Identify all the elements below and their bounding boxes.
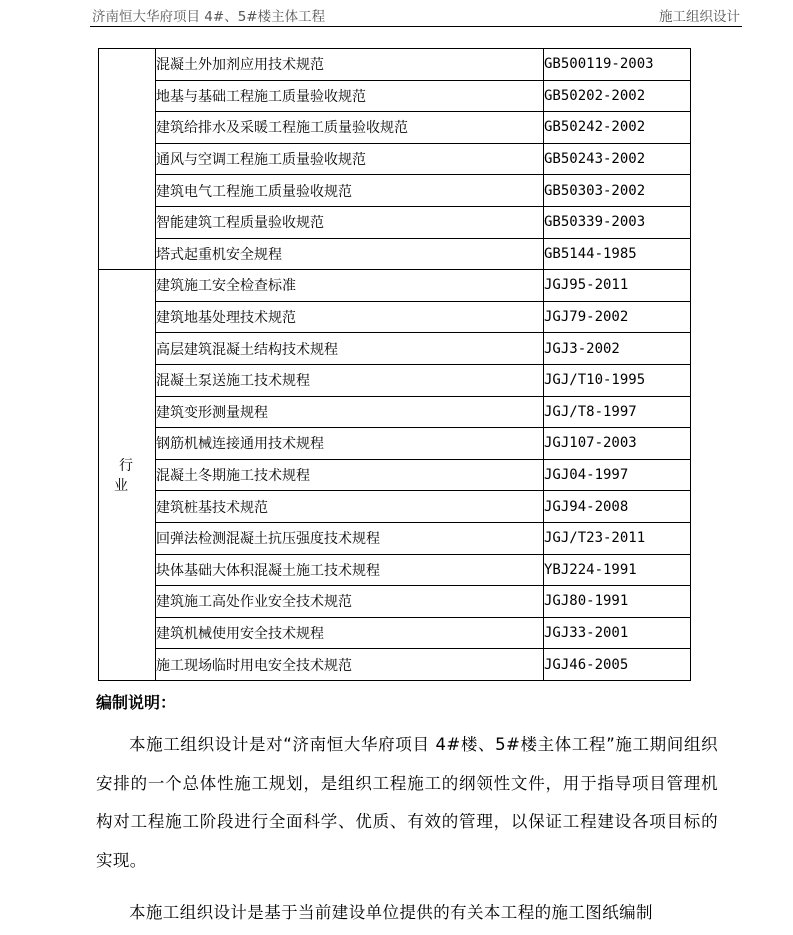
standard-name: 建筑变形测量规程 [156,396,544,428]
header-project-title: 济南恒大华府项目 4#、5#楼主体工程 [92,9,326,25]
table-row [99,586,691,618]
standard-name: 建筑机械使用安全技术规程 [156,617,544,649]
standard-name: 施工现场临时用电安全技术规范 [156,649,544,681]
category-cell-industry [99,270,156,681]
standard-name: 建筑给排水及采暖工程施工质量验收规范 [156,112,544,144]
category-cell-national [99,49,156,270]
header-doc-type: 施工组织设计 [659,9,740,25]
standards-table-body [99,49,691,681]
table-row [99,364,691,396]
table-row [99,270,691,302]
standard-code: GB50243-2002 [544,143,691,175]
standard-code: GB50202-2002 [544,80,691,112]
standard-code: GB500119-2003 [544,49,691,81]
table-row [99,175,691,207]
standard-code: GB50303-2002 [544,175,691,207]
table-row [99,333,691,365]
table-row [99,617,691,649]
table-row [99,143,691,175]
table-row [99,238,691,270]
standard-code: JGJ46-2005 [544,649,691,681]
table-row [99,459,691,491]
standard-code: GB5144-1985 [544,238,691,270]
standard-name: 高层建筑混凝土结构技术规程 [156,333,544,365]
table-row [99,112,691,144]
standard-name: 建筑桩基技术规范 [156,491,544,523]
standard-name: 建筑施工安全检查标准 [156,270,544,302]
standard-name: 建筑施工高处作业安全技术规范 [156,586,544,618]
standard-name: 混凝土外加剂应用技术规范 [156,49,544,81]
standard-code: YBJ224-1991 [544,554,691,586]
table-row [99,80,691,112]
category-label: 行业 [114,458,145,495]
standard-name: 地基与基础工程施工质量验收规范 [156,80,544,112]
table-row [99,49,691,81]
standard-code: JGJ95-2011 [544,270,691,302]
standard-code: GB50339-2003 [544,206,691,238]
standard-name: 智能建筑工程质量验收规范 [156,206,544,238]
standard-name: 塔式起重机安全规程 [156,238,544,270]
standard-code: JGJ/T23-2011 [544,522,691,554]
notes-paragraph-1: 本施工组织设计是对“济南恒大华府项目 4#楼、5#楼主体工程”施工期间组织安排的一个总体性施工规划，是组织工程施工的纲领性文件，用于指导项目管理机构对工程施工阶段进行全面科学、优质、有效的管理，以保证工程建设各项目标的实现。 [96,735,718,870]
standard-name: 混凝土泵送施工技术规程 [156,364,544,396]
table-row [99,554,691,586]
standards-table [98,48,691,681]
table-row [99,428,691,460]
page-header [90,0,742,27]
standard-code: JGJ79-2002 [544,301,691,333]
notes-paragraph-2: 本施工组织设计是基于当前建设单位提供的有关本工程的施工图纸编制 [129,903,653,922]
notes-title: 编制说明： [96,693,177,712]
standard-code: JGJ107-2003 [544,428,691,460]
table-row [99,206,691,238]
table-row [99,301,691,333]
standard-name: 建筑地基处理技术规范 [156,301,544,333]
table-row [99,522,691,554]
standard-code: JGJ3-2002 [544,333,691,365]
standard-name: 混凝土冬期施工技术规程 [156,459,544,491]
table-row [99,491,691,523]
table-row [99,396,691,428]
standard-code: JGJ80-1991 [544,586,691,618]
standard-code: JGJ33-2001 [544,617,691,649]
table-row [99,649,691,681]
standard-code: JGJ/T10-1995 [544,364,691,396]
standard-code: JGJ94-2008 [544,491,691,523]
standard-code: GB50242-2002 [544,112,691,144]
standard-code: JGJ04-1997 [544,459,691,491]
standard-name: 钢筋机械连接通用技术规程 [156,428,544,460]
standard-name: 建筑电气工程施工质量验收规范 [156,175,544,207]
standard-name: 块体基础大体积混凝土施工技术规程 [156,554,544,586]
standard-name: 通风与空调工程施工质量验收规范 [156,143,544,175]
standard-name: 回弹法检测混凝土抗压强度技术规程 [156,522,544,554]
standard-code: JGJ/T8-1997 [544,396,691,428]
